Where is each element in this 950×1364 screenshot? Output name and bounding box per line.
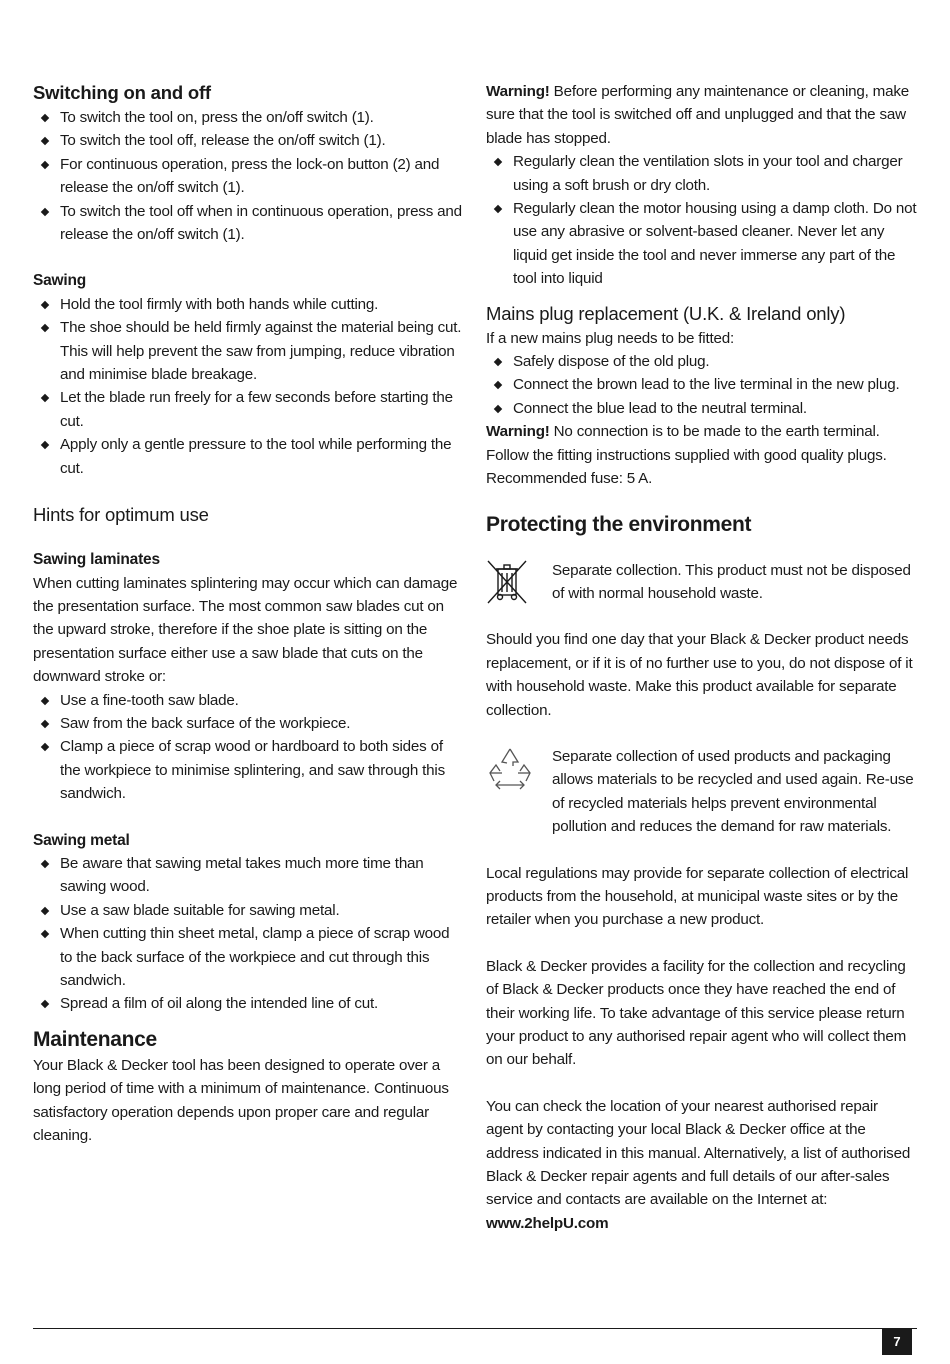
warning-text: Before performing any maintenance or cleaning, make sure that the tool is switched off and unplugged and that the saw blade has stopped.: [486, 83, 910, 147]
plug-intro: If a new mains plug needs to be fitted:: [486, 329, 735, 347]
crossed-bin-icon: [486, 559, 552, 605]
warning-label: Warning!: [486, 83, 550, 100]
list-item: Saw from the back surface of the workpiece.: [33, 712, 463, 735]
list-item: Let the blade run freely for a few seconds before starting the cut.: [33, 386, 463, 433]
laminates-list: [33, 689, 463, 806]
list-item: Safely dispose of the old plug.: [486, 350, 918, 373]
left-column: [33, 80, 463, 1147]
environment-text: You can check the location of your nearest authorised repair agent by contacting your local Black & Decker office at the address indicated in this manual. Alternatively, a list of authorised Black & Decker repair agents and full details of our after-sales service and contacts are available on the Internet at:: [486, 1097, 911, 1209]
list-item: Regularly clean the ventilation slots in your tool and charger using a soft brush or dry cloth.: [486, 150, 918, 197]
recycle-icon: [486, 745, 552, 793]
footer-divider: [33, 1328, 917, 1329]
list-item: Use a fine-tooth saw blade.: [33, 689, 463, 712]
list-item: Regularly clean the motor housing using a damp cloth. Do not use any abrasive or solvent-based cleaner. Never let any liquid get inside the tool and never immerse any part of the tool into liquid: [486, 197, 918, 291]
list-item: To switch the tool on, press the on/off switch (1).: [33, 106, 463, 129]
cleaning-list: [486, 150, 918, 290]
bin-text: Separate collection. This product must not be disposed of with normal household waste.: [552, 561, 911, 602]
list-item: Connect the brown lead to the live terminal in the new plug.: [486, 373, 918, 396]
environment-paragraph: Should you find one day that your Black & Decker product needs replacement, or if it is of no further use to you, do not dispose of it with household waste. Make this product available for separate collection.: [486, 631, 913, 719]
list-item: To switch the tool off when in continuous operation, press and release the on/off switch (1).: [33, 200, 463, 247]
page-number: 7: [882, 1329, 912, 1355]
list-item: Connect the blue lead to the neutral terminal.: [486, 397, 918, 420]
list-item: Hold the tool firmly with both hands while cutting.: [33, 293, 463, 316]
environment-heading: Protecting the environment: [486, 512, 752, 536]
recycle-notice: [486, 745, 918, 839]
plug-list: [486, 350, 918, 420]
recycle-text: Separate collection of used products and packaging allows materials to be recycled and used again. Re-use of recycled materials helps prevent environmental pollution and reduces the demand for raw materials.: [552, 747, 914, 836]
maintenance-warning: [486, 80, 918, 150]
warning-text: No connection is to be made to the earth terminal. Follow the fitting instructions supplied with good quality plugs. Recommended fuse: 5 A.: [486, 423, 887, 488]
list-item: To switch the tool off, release the on/off switch (1).: [33, 129, 463, 152]
maintenance-text: Your Black & Decker tool has been designed to operate over a long period of time with a minimum of maintenance. Continuous satisfactory operation depends upon proper care and regular cleaning.: [33, 1056, 449, 1145]
switching-heading: Switching on and off: [33, 82, 211, 103]
hints-heading: Hints for optimum use: [33, 504, 209, 526]
sawing-heading: Sawing: [33, 272, 87, 290]
switching-list: [33, 106, 463, 246]
maintenance-heading: Maintenance: [33, 1027, 157, 1051]
environment-paragraph: [486, 1095, 918, 1235]
environment-paragraph: Black & Decker provides a facility for the collection and recycling of Black & Decker products once they have reached the end of their working life. To take advantage of this service please return your product to any authorised repair agent who will collect them on our behalf.: [486, 957, 907, 1069]
list-item: Apply only a gentle pressure to the tool while performing the cut.: [33, 433, 463, 480]
laminates-heading: Sawing laminates: [33, 551, 160, 569]
list-item: When cutting thin sheet metal, clamp a piece of scrap wood to the back surface of the workpiece and cut through this sandwich.: [33, 922, 463, 992]
laminates-intro: When cutting laminates splintering may occur which can damage the presentation surface. The most common saw blades cut on the upward stroke, therefore if the shoe plate is sitting on the presentation surface either use a saw blade that cuts on the downward stroke or:: [33, 574, 458, 686]
list-item: For continuous operation, press the lock-on button (2) and release the on/off switch (1).: [33, 153, 463, 200]
list-item: Clamp a piece of scrap wood or hardboard to both sides of the workpiece to minimise splintering, and saw through this sandwich.: [33, 735, 463, 805]
website-link[interactable]: www.2helpU.com: [486, 1214, 609, 1232]
list-item: Spread a film of oil along the intended line of cut.: [33, 992, 463, 1015]
metal-list: [33, 852, 463, 1016]
list-item: Use a saw blade suitable for sawing metal.: [33, 899, 463, 922]
warning-label: Warning!: [486, 423, 550, 441]
bin-notice: [486, 559, 918, 606]
list-item: Be aware that sawing metal takes much more time than sawing wood.: [33, 852, 463, 899]
plug-warning: [486, 420, 918, 490]
sawing-list: [33, 293, 463, 480]
right-column: [486, 80, 918, 1235]
metal-heading: Sawing metal: [33, 831, 130, 849]
plug-heading: Mains plug replacement (U.K. & Ireland only): [486, 302, 846, 324]
environment-paragraph: Local regulations may provide for separate collection of electrical products from the household, at municipal waste sites or by the retailer when you purchase a new product.: [486, 864, 909, 929]
list-item: The shoe should be held firmly against the material being cut. This will help prevent the saw from jumping, reduce vibration and minimise blade breakage.: [33, 316, 463, 386]
